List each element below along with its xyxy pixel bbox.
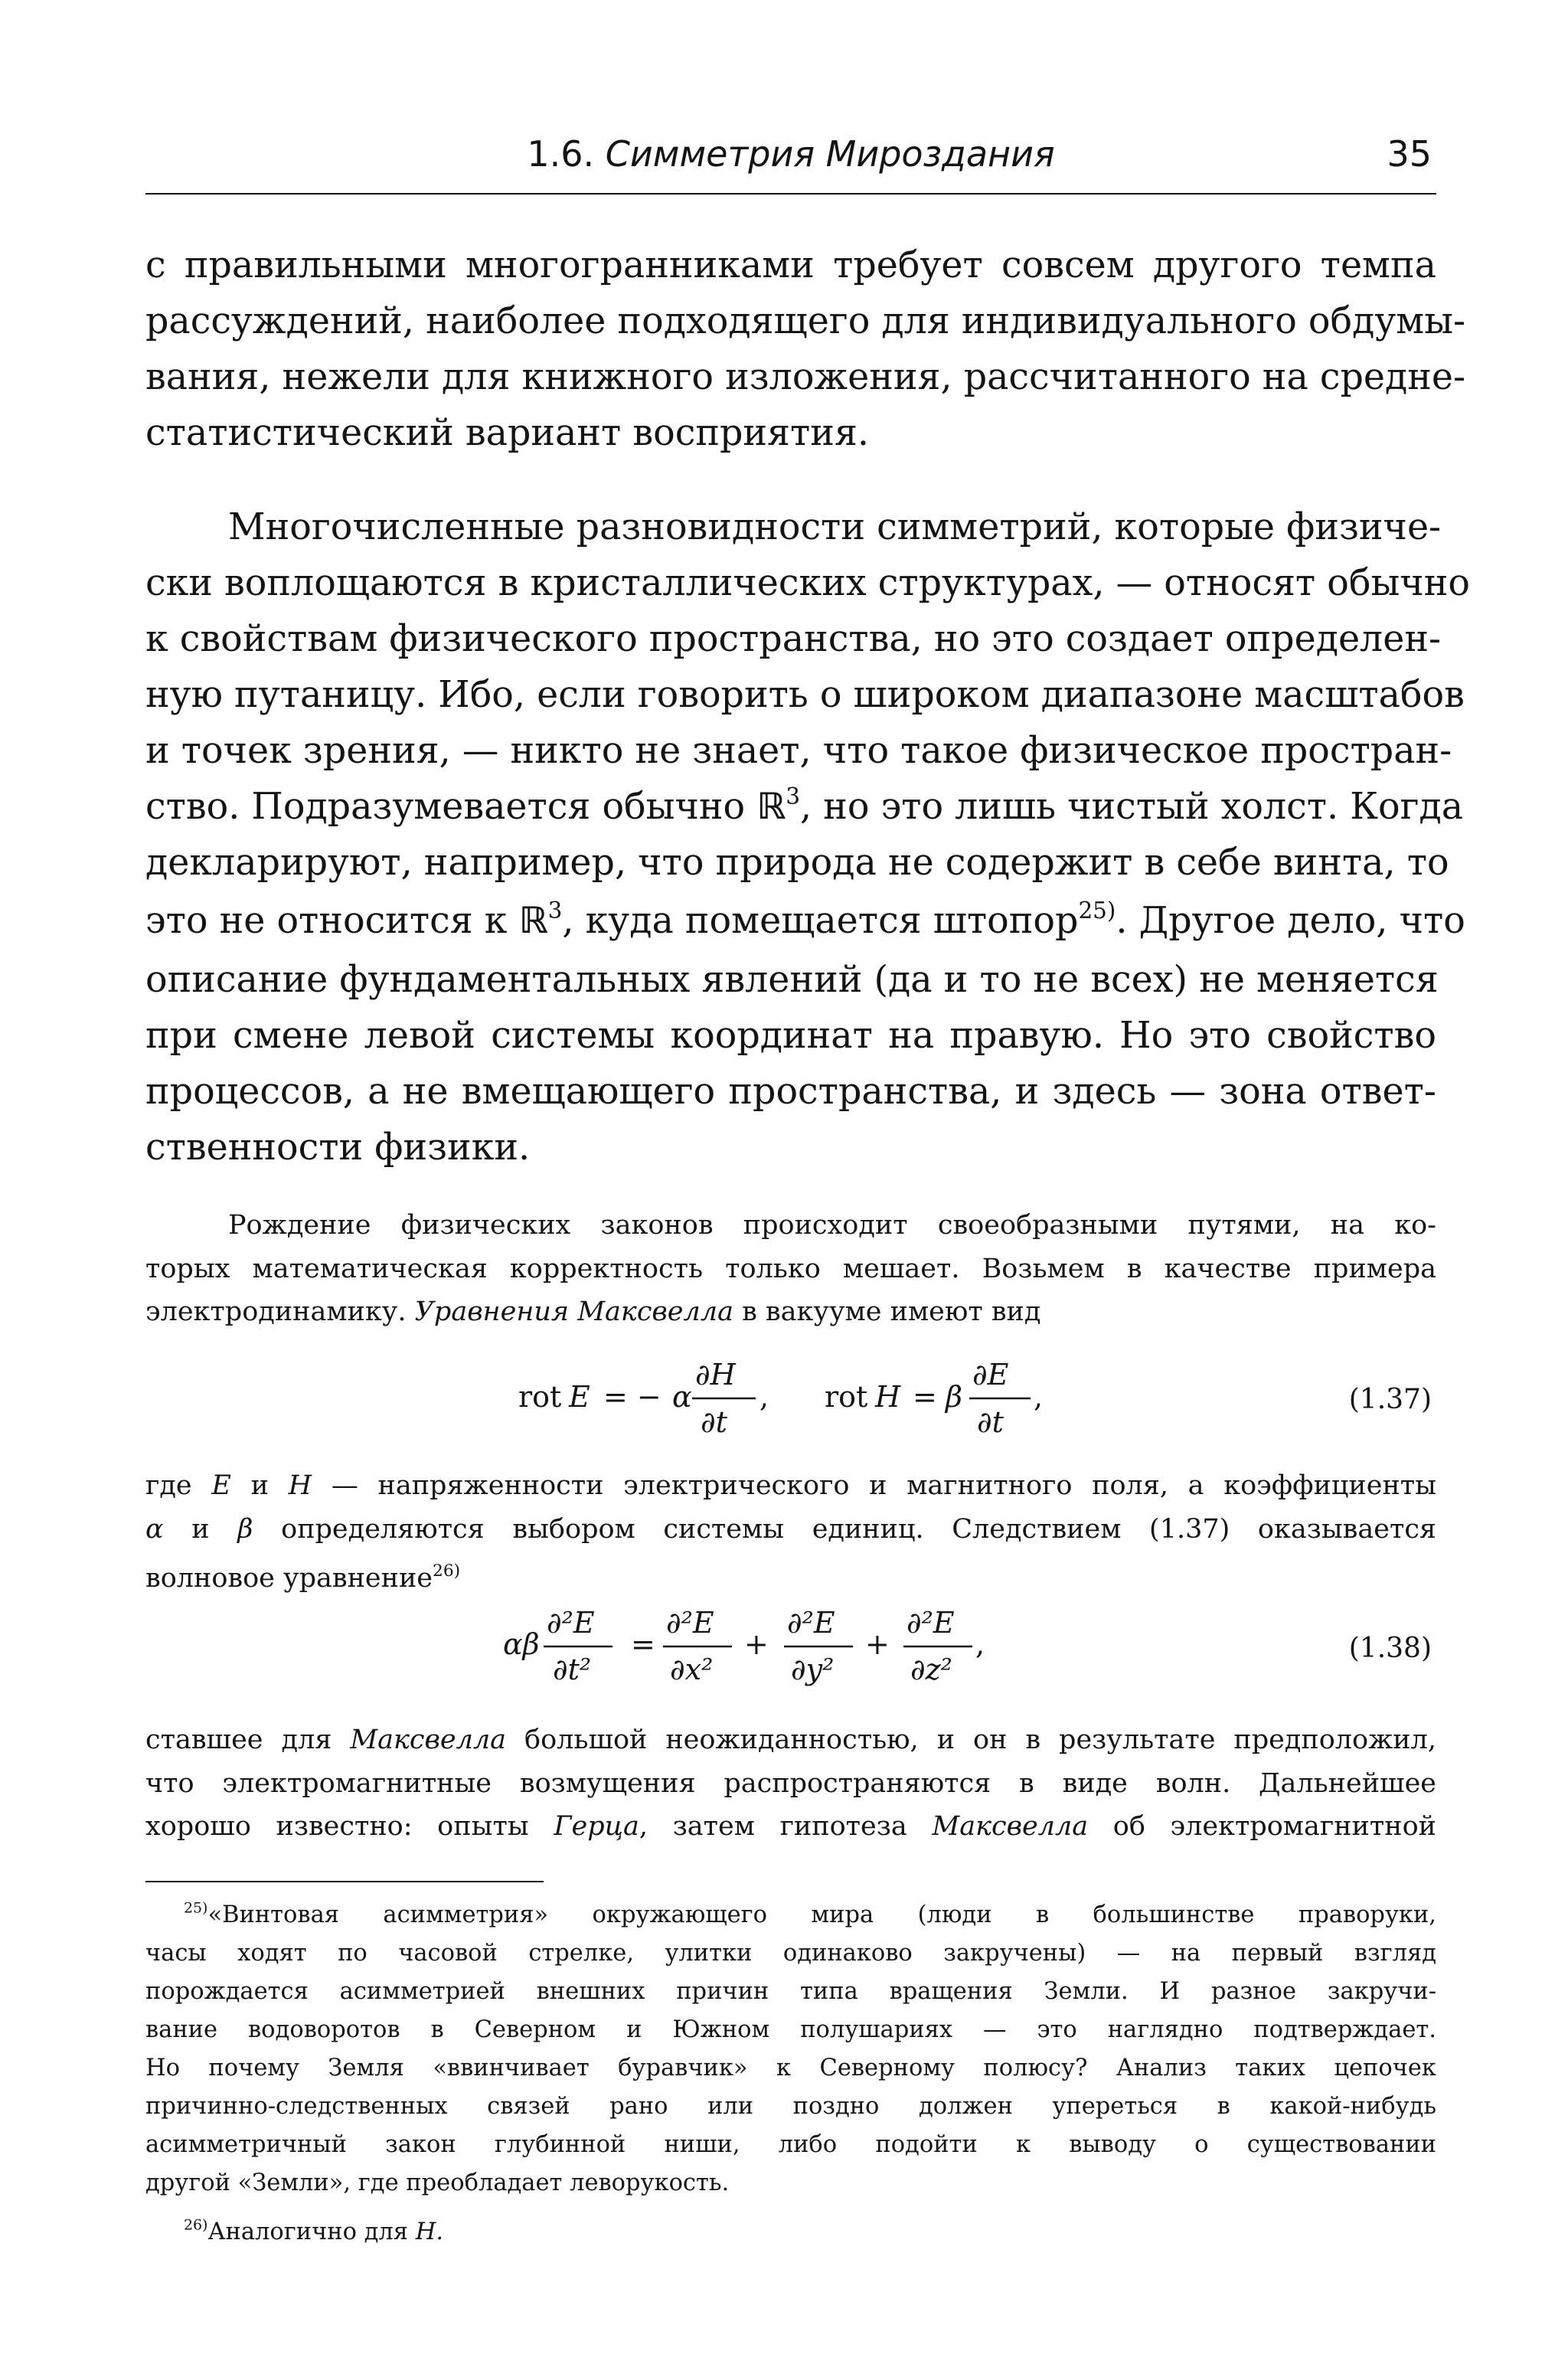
running-header: [145, 132, 1436, 193]
text-segment: . Другое дело, что: [1116, 900, 1465, 942]
name-maxwell: Максвелла: [350, 1725, 507, 1755]
text-line: [145, 1508, 1436, 1552]
text-line: вание водоворотов в Северном и Южном полушариях — это наглядно подтверждает.: [145, 2016, 1436, 2043]
denominator-dt: ∂t: [701, 1405, 727, 1439]
equation-1-38-formula: [145, 1593, 1436, 1708]
beta-symbol: β: [946, 1380, 962, 1414]
numerator-d2E: ∂²E: [666, 1606, 714, 1640]
superscript-3: 3: [786, 783, 801, 809]
footnote-26: [145, 2213, 1436, 2251]
equation-number: (1.38): [1348, 1633, 1432, 1664]
name-hertz: Герца: [554, 1811, 639, 1842]
alpha-symbol: α: [145, 1513, 164, 1545]
numerator-d2E: ∂²E: [906, 1606, 955, 1640]
text-segment: в вакууме имеют вид: [742, 1297, 1041, 1327]
text-line: другой «Земли», где преобладает леворукость.: [145, 2170, 730, 2196]
text-line: и точек зрения, — никто не знает, что такое физическое простран-: [145, 730, 1452, 772]
text-line: описание фундаментальных явлений (да и то не всех) не меняется: [145, 959, 1439, 1001]
text-line: ную путаницу. Ибо, если говорить о широком диапазоне масштабов: [145, 674, 1465, 716]
comma: ,: [975, 1627, 985, 1661]
numerator-dE: ∂E: [972, 1358, 1009, 1391]
text-line: Многочисленные разновидности симметрий, которые физиче-: [228, 506, 1442, 548]
denominator-dt2: ∂t²: [553, 1653, 592, 1686]
text-line: [145, 779, 1464, 835]
text-line: [145, 1805, 1436, 1849]
paragraph-2: [145, 499, 1470, 1176]
text-segment: , куда помещается штопор: [562, 900, 1079, 942]
equation-number: (1.37): [1348, 1384, 1432, 1415]
var-E: E: [569, 1380, 590, 1414]
text-line: часы ходят по часовой стрелке, улитки одинаково закручены) — на первый взгляд: [145, 1940, 1436, 1967]
text-line: [145, 1718, 1436, 1762]
denominator-dz2: ∂z²: [910, 1653, 952, 1686]
var-H: H: [875, 1380, 901, 1414]
real-numbers-symbol: ℝ: [756, 786, 786, 828]
superscript-3: 3: [547, 897, 563, 924]
text-segment: об электромагнитной: [1112, 1811, 1436, 1842]
page-number: 35: [1387, 133, 1432, 175]
text-line: причинно-следственных связей рано или поздно должен упереться в какой-нибудь: [145, 2093, 1436, 2120]
equals: =: [631, 1627, 655, 1661]
denominator-dx2: ∂x²: [670, 1653, 714, 1686]
text-line: декларируют, например, что природа не содержит в себе винта, то: [145, 842, 1449, 884]
rot-operator: rot: [825, 1380, 868, 1414]
var-E: E: [211, 1470, 231, 1501]
text-line: ски воплощаются в кристаллических структурах, — относят обычно: [145, 562, 1470, 604]
equals-minus: = −: [603, 1380, 662, 1414]
paragraph-1: [145, 237, 1466, 461]
equation-1-37-formula: [145, 1340, 1436, 1455]
text-segment: большой неожиданностью, и он в результате предположил,: [524, 1725, 1436, 1755]
var-H: H.: [415, 2219, 444, 2245]
section-number: 1.6.: [527, 133, 595, 175]
name-maxwell: Максвелла: [932, 1811, 1089, 1842]
text-line: [145, 1290, 1436, 1334]
text-line: что электромагнитные возмущения распространяются в виде волн. Дальнейшее: [145, 1767, 1436, 1799]
paragraph-4: [145, 1464, 1436, 1597]
equals: =: [913, 1380, 937, 1414]
section-title: [145, 133, 1436, 175]
text-segment: — напряженности электрического и магнитного поля, а коэффициенты: [331, 1470, 1436, 1501]
text-segment: и: [191, 1513, 210, 1545]
text-segment: волновое уравнение: [145, 1563, 433, 1594]
section-name: Симметрия Мироздания: [605, 133, 1055, 175]
text-segment: Аналогично для: [207, 2219, 409, 2245]
text-line: при смене левой системы координат на правую. Но это свойство: [145, 1015, 1436, 1057]
footnote-ref-25: 25): [1078, 897, 1116, 924]
rot-operator: rot: [518, 1380, 562, 1414]
text-line: вания, нежели для книжного изложения, рассчитанного на средне-: [145, 356, 1466, 398]
text-line: [145, 1551, 1436, 1597]
text-line: ственности физики.: [145, 1127, 531, 1169]
beta-symbol: β: [237, 1513, 253, 1545]
footnote-25: [145, 1896, 1436, 2202]
text-segment: ставшее для: [145, 1725, 332, 1755]
text-line: асимметричный закон глубинной ниши, либо подойти к выводу о существовании: [145, 2131, 1436, 2158]
real-numbers-symbol: ℝ: [518, 900, 548, 942]
text-line: статистический вариант восприятия.: [145, 412, 870, 454]
text-segment: ство. Подразумевается обычно: [145, 786, 746, 828]
paragraph-3: [145, 1204, 1436, 1334]
text-line: с правильными многогранниками требует совсем другого темпа: [145, 244, 1436, 286]
text-segment: , затем гипотеза: [639, 1811, 907, 1842]
text-line: [145, 1464, 1436, 1508]
text-line: процессов, а не вмещающего пространства, и здесь — зона ответ-: [145, 1071, 1436, 1113]
text-segment: электродинамику.: [145, 1297, 407, 1327]
text-line: рассуждений, наиболее подходящего для индивидуального обдумы-: [145, 300, 1466, 342]
maxwell-equations-term: Уравнения Максвелла: [414, 1297, 733, 1327]
text-line: порождается асимметрией внешних причин типа вращения Земли. И разное закручи-: [145, 1978, 1436, 2005]
text-segment: и: [250, 1470, 269, 1501]
text-segment: «Винтовая асимметрия» окружающего мира (люди в большинстве праворуки,: [207, 1901, 1436, 1928]
text-segment: хорошо известно: опыты: [145, 1811, 529, 1842]
text-line: [145, 2213, 1436, 2251]
var-H: H: [288, 1470, 312, 1501]
footnote-ref-26: 26): [433, 1561, 461, 1581]
numerator-d2E: ∂²E: [547, 1606, 595, 1640]
footnote-mark-25: 25): [184, 1899, 208, 1917]
text-line: [145, 891, 1465, 952]
text-segment: это не относится к: [145, 900, 508, 942]
alpha-beta: αβ: [503, 1627, 540, 1661]
equation-1-37: [145, 1340, 1436, 1455]
numerator-dH: ∂H: [695, 1358, 736, 1391]
text-line: к свойствам физического пространства, но это создает определен-: [145, 618, 1442, 660]
header-rule: [145, 193, 1436, 195]
plus: +: [865, 1627, 890, 1661]
comma: ,: [760, 1380, 769, 1414]
denominator-dt: ∂t: [977, 1405, 1004, 1439]
text-segment: определяются выбором системы единиц. Следствием (1.37) оказывается: [281, 1513, 1436, 1545]
comma: ,: [1034, 1380, 1044, 1414]
text-segment: , но это лишь чистый холст. Когда: [800, 786, 1464, 828]
text-line: Но почему Земля «ввинчивает буравчик» к Северному полюсу? Анализ таких цепочек: [145, 2055, 1436, 2081]
text-line: торых математическая корректность только мешает. Возьмем в качестве примера: [145, 1253, 1436, 1284]
alpha-symbol: α: [672, 1380, 692, 1414]
text-line: Рождение физических законов происходит своеобразными путями, на ко-: [228, 1210, 1436, 1241]
numerator-d2E: ∂²E: [787, 1606, 835, 1640]
text-segment: где: [145, 1470, 192, 1501]
paragraph-5: [145, 1718, 1436, 1849]
denominator-dy2: ∂y²: [791, 1653, 835, 1686]
footnote-rule: [145, 1881, 544, 1882]
plus: +: [744, 1627, 769, 1661]
text-line: [145, 1896, 1436, 1934]
footnote-mark-26: 26): [184, 2216, 208, 2234]
equation-1-38: [145, 1593, 1436, 1708]
